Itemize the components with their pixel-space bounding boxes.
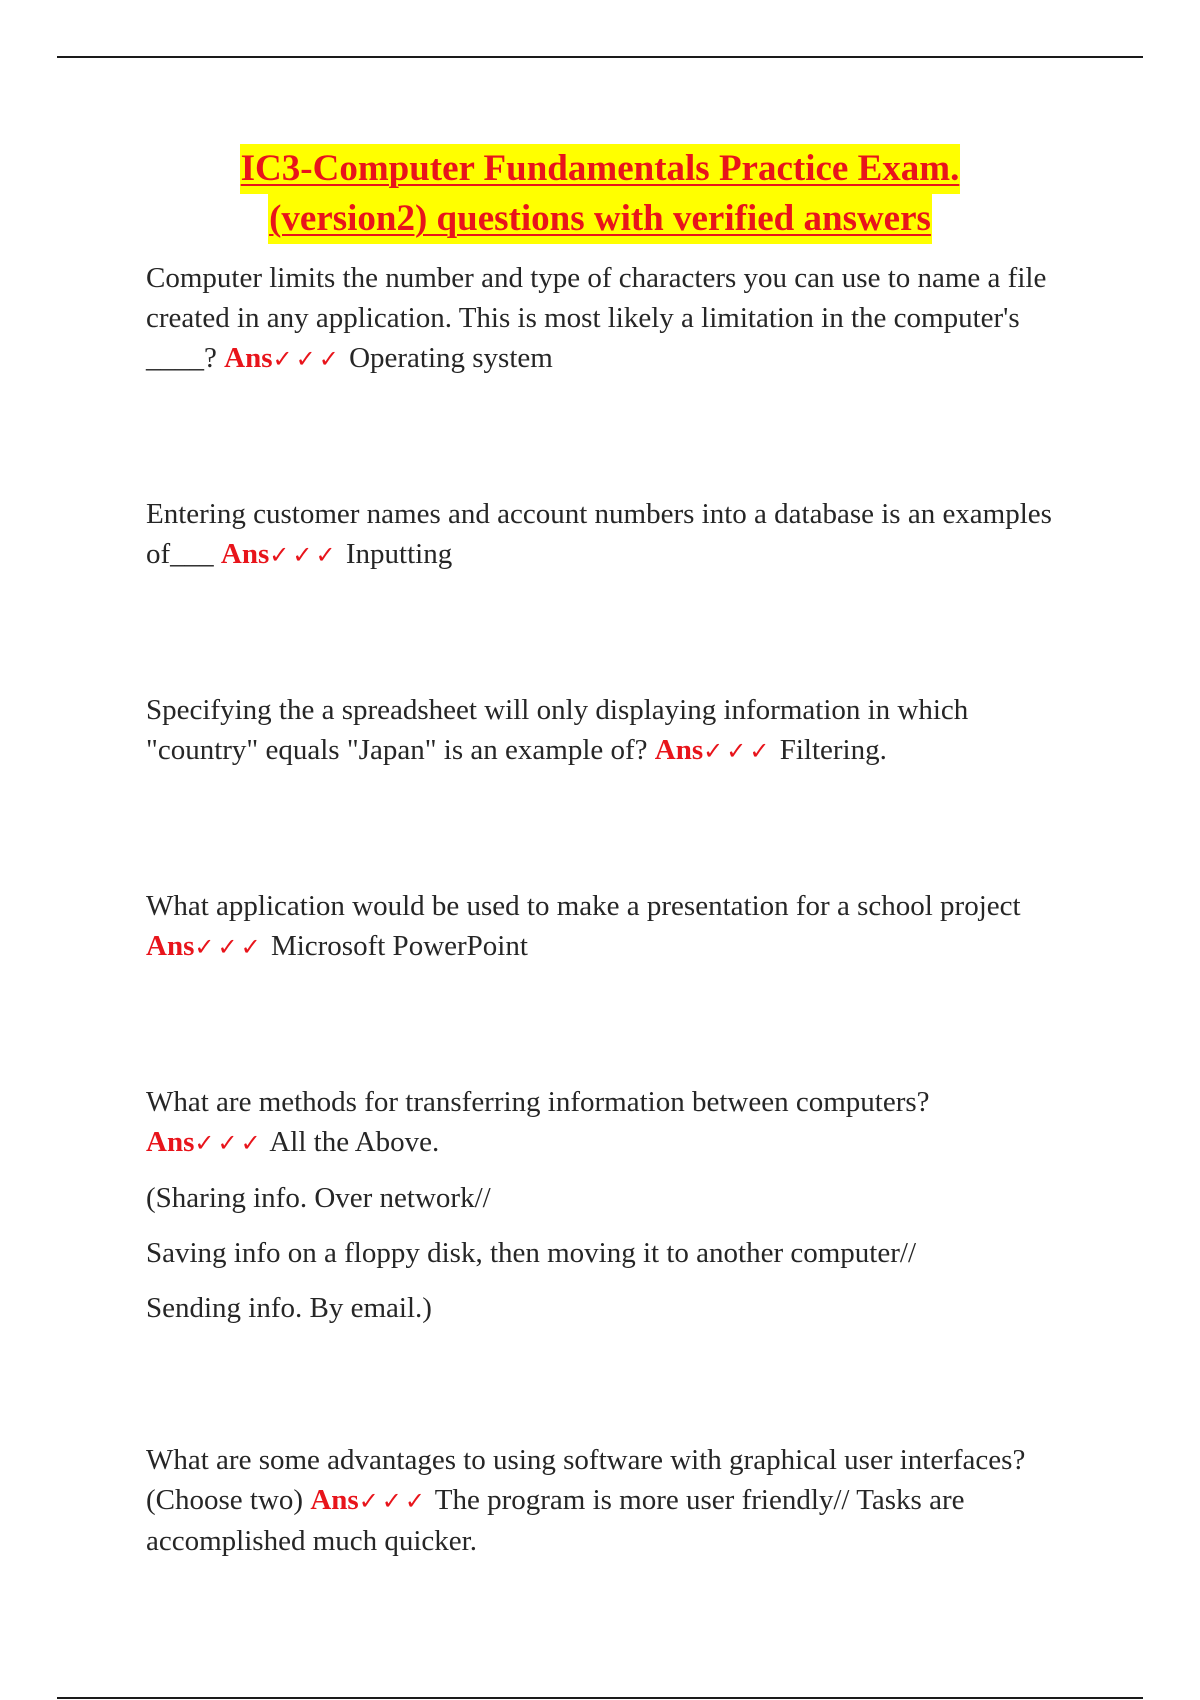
answer-text: Operating system [349, 342, 553, 374]
answer-text: All the Above. [269, 1126, 440, 1158]
question-text: What are some advantages to using software with graphical user interfaces? (Choose two) [146, 1444, 1026, 1516]
question-text: Computer limits the number and type of characters you can use to name a file created in any application. This is most likely a limitation in the computer's ____? [146, 262, 1047, 374]
header-rule [57, 56, 1143, 58]
answer-label: Ans [146, 930, 195, 962]
answer-text: Microsoft PowerPoint [270, 930, 528, 962]
question-list [146, 258, 1086, 1561]
title-line-2: (version2) questions with verified answers [268, 194, 932, 244]
answer-detail-line: Saving info on a floppy disk, then moving it to another computer// [146, 1237, 917, 1269]
question-text: What are methods for transferring information between computers? [146, 1086, 930, 1118]
answer-label: Ans [310, 1484, 359, 1516]
checkmark-icon: ✓✓✓ [194, 1129, 264, 1157]
question-item-1 [146, 258, 1086, 379]
question-text: Entering customer names and account numbers into a database is an examples of___ [146, 498, 1052, 570]
checkmark-icon: ✓✓✓ [272, 345, 342, 373]
question-item-2 [146, 494, 1086, 575]
question-item-4 [146, 886, 1086, 967]
answer-label: Ans [146, 1126, 195, 1158]
document-title [0, 144, 1200, 244]
answer-text: Filtering. [779, 734, 887, 766]
question-text: What application would be used to make a presentation for a school project [146, 890, 1021, 922]
answer-detail-line: (Sharing info. Over network// [146, 1182, 491, 1214]
answer-text: Inputting [345, 538, 453, 570]
checkmark-icon: ✓✓✓ [194, 933, 264, 961]
question-text: Specifying the a spreadsheet will only displaying information in which "country" equals "Japan" is an example of? [146, 694, 969, 766]
question-item-3 [146, 690, 1086, 771]
answer-detail-line: Sending info. By email.) [146, 1292, 432, 1324]
title-line-1: IC3-Computer Fundamentals Practice Exam. [240, 144, 961, 194]
question-item-5 [146, 1082, 1086, 1163]
answer-label: Ans [220, 538, 270, 570]
question-item-6 [146, 1440, 1086, 1561]
checkmark-icon: ✓✓✓ [703, 737, 773, 765]
answer-label: Ans [224, 342, 273, 374]
checkmark-icon: ✓✓✓ [358, 1487, 429, 1515]
answer-label: Ans [654, 734, 704, 766]
checkmark-icon: ✓✓✓ [269, 541, 339, 569]
answer-text: The program is more user friendly// Tasks are accomplished much quicker. [146, 1484, 965, 1557]
footer-rule [57, 1697, 1143, 1699]
